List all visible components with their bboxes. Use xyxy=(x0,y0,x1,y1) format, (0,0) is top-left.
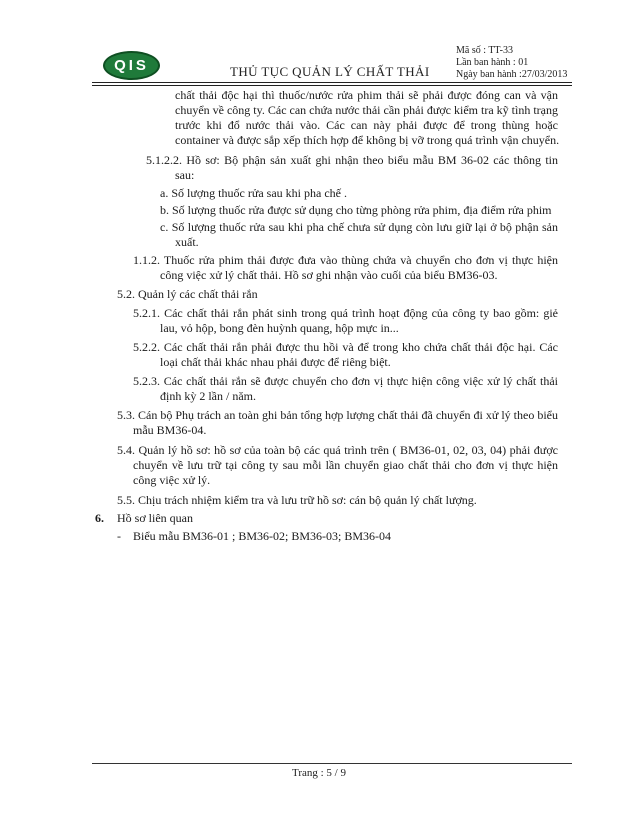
section-5-3-cont: mẫu BM36-04. xyxy=(133,423,207,437)
section-1-1-2: 1.1.2. Thuốc rửa phim thải được đưa vào thùng chứa và chuyển cho đơn vị thực hiện xyxy=(133,253,558,267)
logo-text: QIS xyxy=(114,57,149,74)
section-5-2: 5.2. Quản lý các chất thải rắn xyxy=(117,287,258,301)
section-1-1-2-cont: công việc xử lý chất thải. Hồ sơ ghi nhận vào cuối của biểu BM36-03. xyxy=(160,268,498,282)
list-item-b: b. Số lượng thuốc rửa được sử dụng cho từng phòng rửa phim, địa điểm rửa phim xyxy=(160,203,552,217)
section-6-title: Hồ sơ liên quan xyxy=(117,511,194,525)
page-number: Trang : 5 / 9 xyxy=(292,767,346,779)
header-rule xyxy=(92,82,572,83)
paragraph-line: chất thải độc hại thì thuốc/nước rửa phim thải sẽ phải được đóng can và vận xyxy=(175,88,558,102)
section-5-2-1: 5.2.1. Các chất thải rắn phát sinh trong quá trình hoạt động của công ty bao gồm: giẻ xyxy=(133,306,558,320)
section-5-2-2: 5.2.2. Các chất thải rắn phải được thu hồi và để trong kho chứa chất thải độc hại. Các xyxy=(133,340,558,354)
section-5-2-3-cont: định kỳ 2 lần / năm. xyxy=(160,389,256,403)
document-meta xyxy=(456,45,567,81)
document-code: Mã số : TT-33 xyxy=(456,45,513,56)
paragraph-line: container và được sắp xếp thích hợp để không bị vỡ trong quá trình vận chuyển. xyxy=(175,133,560,147)
section-5-3: 5.3. Cán bộ Phụ trách an toàn ghi bản tổng hợp lượng chất thải đã chuyển đi xử lý theo biểu xyxy=(117,408,558,422)
list-item-c: c. Số lượng thuốc rửa sau khi pha chế chưa sử dụng còn lưu giữ lại ở bộ phận sản xyxy=(160,220,558,234)
section-5-5: 5.5. Chịu trách nhiệm kiểm tra và lưu trữ hồ sơ: cán bộ quản lý chất lượng. xyxy=(117,493,477,507)
section-6-item: Biểu mẫu BM36-01 ; BM36-02; BM36-03; BM36-04 xyxy=(133,529,392,543)
issue-date: Ngày ban hành :27/03/2013 xyxy=(456,69,568,80)
section-5-1-2-2: 5.1.2.2. Hồ sơ: Bộ phận sản xuất ghi nhận theo biểu mẫu BM 36-02 các thông tin xyxy=(146,153,558,167)
section-5-2-1-cont: lau, vỏ hộp, bong đèn huỳnh quang, hộp mực in... xyxy=(160,321,399,335)
section-5-2-2-cont: loại chất thải khác nhau phải được để riêng biệt. xyxy=(160,355,391,369)
section-5-1-2-2-cont: sau: xyxy=(175,168,195,182)
section-5-4-cont: công việc xử lý. xyxy=(133,473,211,487)
qis-logo xyxy=(103,51,160,80)
section-6-number: 6. xyxy=(95,511,104,525)
footer-rule xyxy=(92,763,572,764)
paragraph-line: trước khi đổ nước thải vào. Các can này phải được để trong thùng hoặc xyxy=(175,118,558,132)
list-item-a: a. Số lượng thuốc rửa sau khi pha chế . xyxy=(160,186,347,200)
section-6-dash: - xyxy=(117,529,121,543)
section-5-2-3: 5.2.3. Các chất thải rắn sẽ được chuyển cho đơn vị thực hiện công việc xử lý chất thải xyxy=(133,374,558,388)
section-5-4: 5.4. Quản lý hồ sơ: hồ sơ của toàn bộ các quá trình trên ( BM36-01, 02, 03, 04) phải được xyxy=(117,443,558,457)
paragraph-line: chuyển về công ty. Các can chứa nước thải cần phải được kiểm tra kỹ tình trạng xyxy=(175,103,558,117)
document-title: THỦ TỤC QUẢN LÝ CHẤT THẢI xyxy=(230,64,430,79)
list-item-c-cont: xuất. xyxy=(175,235,199,249)
section-5-4-cont: chuyển về lưu trữ tại công ty sau mỗi lần chuyển giao chất thải cho đơn vị thực hiện xyxy=(133,458,558,472)
header-rule-inner xyxy=(92,85,572,86)
issue-number: Lần ban hành : 01 xyxy=(456,57,529,68)
